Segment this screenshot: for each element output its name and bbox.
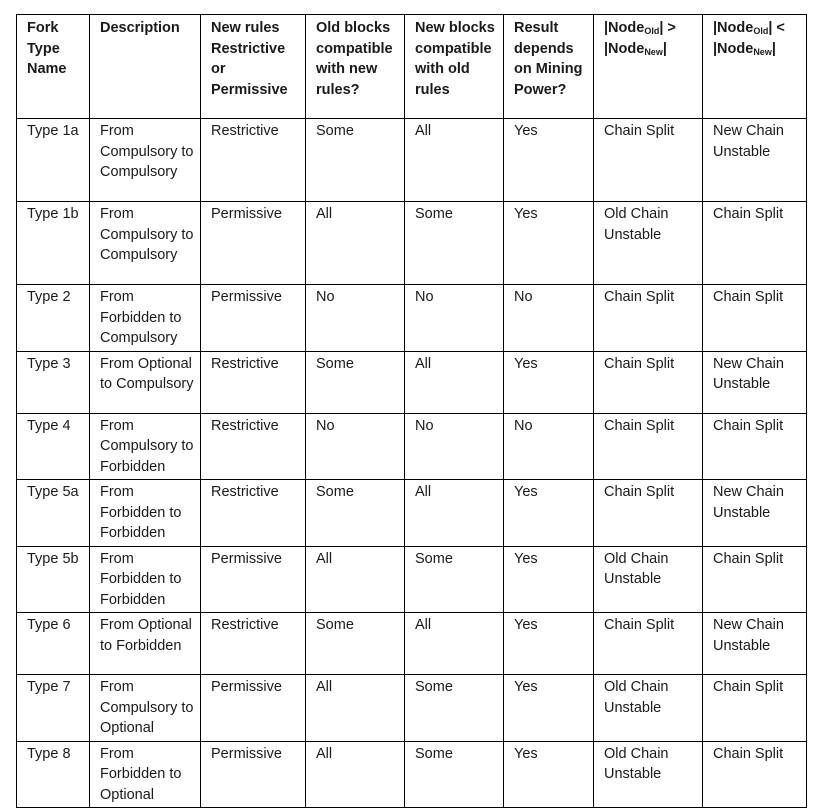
cell-new-rules: Permissive — [201, 741, 306, 808]
cell-fork-type: Type 1a — [17, 119, 90, 202]
cell-fork-type: Type 3 — [17, 351, 90, 413]
table-row — [17, 413, 807, 480]
cell-description: From Compulsory to Compulsory — [90, 202, 201, 285]
cell-node-old-greater: Old Chain Unstable — [594, 675, 703, 742]
cell-new-blocks-compatible: No — [405, 413, 504, 480]
cell-description: From Forbidden to Compulsory — [90, 285, 201, 352]
header-new-blocks: New blocks compatible with old rules — [405, 15, 504, 119]
cell-new-rules: Permissive — [201, 546, 306, 613]
cell-node-old-less: New Chain Unstable — [703, 613, 807, 675]
fork-types-table — [16, 14, 807, 808]
cell-fork-type: Type 2 — [17, 285, 90, 352]
cell-fork-type: Type 8 — [17, 741, 90, 808]
cell-old-blocks-compatible: All — [306, 741, 405, 808]
cell-new-blocks-compatible: Some — [405, 741, 504, 808]
cell-new-rules: Permissive — [201, 202, 306, 285]
cell-new-rules: Restrictive — [201, 119, 306, 202]
header-mining-power: Result depends on Mining Power? — [504, 15, 594, 119]
cell-new-rules: Restrictive — [201, 480, 306, 547]
table-body — [17, 119, 807, 808]
header-node-old-greater: |Node$_{Old}$| > |Node$_{New}$| — [594, 15, 703, 119]
cell-depends-on-mining: Yes — [504, 613, 594, 675]
cell-node-old-less: New Chain Unstable — [703, 351, 807, 413]
cell-description: From Optional to Forbidden — [90, 613, 201, 675]
cell-new-blocks-compatible: All — [405, 119, 504, 202]
header-new-rules: New rules Restrictive or Permissive — [201, 15, 306, 119]
cell-old-blocks-compatible: Some — [306, 480, 405, 547]
cell-node-old-less: New Chain Unstable — [703, 480, 807, 547]
cell-node-old-greater: Old Chain Unstable — [594, 741, 703, 808]
cell-depends-on-mining: Yes — [504, 546, 594, 613]
cell-old-blocks-compatible: All — [306, 546, 405, 613]
table-row — [17, 351, 807, 413]
cell-old-blocks-compatible: All — [306, 675, 405, 742]
cell-old-blocks-compatible: Some — [306, 613, 405, 675]
cell-depends-on-mining: Yes — [504, 351, 594, 413]
table-row — [17, 546, 807, 613]
cell-depends-on-mining: Yes — [504, 119, 594, 202]
cell-node-old-less: Chain Split — [703, 202, 807, 285]
cell-node-old-less: Chain Split — [703, 546, 807, 613]
header-old-blocks: Old blocks compatible with new rules? — [306, 15, 405, 119]
cell-new-rules: Restrictive — [201, 613, 306, 675]
table-header — [17, 15, 807, 119]
cell-node-old-less: Chain Split — [703, 741, 807, 808]
cell-old-blocks-compatible: Some — [306, 351, 405, 413]
cell-depends-on-mining: No — [504, 413, 594, 480]
table-row — [17, 202, 807, 285]
cell-description: From Forbidden to Forbidden — [90, 546, 201, 613]
cell-new-blocks-compatible: Some — [405, 546, 504, 613]
cell-node-old-less: Chain Split — [703, 413, 807, 480]
cell-fork-type: Type 4 — [17, 413, 90, 480]
cell-depends-on-mining: Yes — [504, 741, 594, 808]
cell-fork-type: Type 7 — [17, 675, 90, 742]
cell-fork-type: Type 6 — [17, 613, 90, 675]
cell-node-old-less: New Chain Unstable — [703, 119, 807, 202]
cell-node-old-greater: Old Chain Unstable — [594, 546, 703, 613]
cell-depends-on-mining: Yes — [504, 202, 594, 285]
cell-description: From Forbidden to Optional — [90, 741, 201, 808]
header-fork-type: Fork Type Name — [17, 15, 90, 119]
cell-depends-on-mining: Yes — [504, 480, 594, 547]
cell-old-blocks-compatible: No — [306, 413, 405, 480]
cell-new-blocks-compatible: All — [405, 351, 504, 413]
cell-node-old-greater: Chain Split — [594, 285, 703, 352]
cell-new-blocks-compatible: All — [405, 613, 504, 675]
cell-fork-type: Type 5b — [17, 546, 90, 613]
cell-fork-type: Type 1b — [17, 202, 90, 285]
table-row — [17, 613, 807, 675]
cell-description: From Compulsory to Optional — [90, 675, 201, 742]
cell-node-old-greater: Chain Split — [594, 119, 703, 202]
cell-node-old-greater: Chain Split — [594, 413, 703, 480]
cell-description: From Compulsory to Compulsory — [90, 119, 201, 202]
cell-new-blocks-compatible: Some — [405, 202, 504, 285]
header-row — [17, 15, 807, 119]
cell-new-rules: Restrictive — [201, 351, 306, 413]
cell-new-blocks-compatible: All — [405, 480, 504, 547]
cell-node-old-greater: Chain Split — [594, 351, 703, 413]
table-row — [17, 285, 807, 352]
cell-node-old-less: Chain Split — [703, 675, 807, 742]
header-description: Description — [90, 15, 201, 119]
cell-new-blocks-compatible: Some — [405, 675, 504, 742]
cell-node-old-greater: Chain Split — [594, 613, 703, 675]
table-row — [17, 480, 807, 547]
cell-depends-on-mining: No — [504, 285, 594, 352]
cell-depends-on-mining: Yes — [504, 675, 594, 742]
cell-description: From Forbidden to Forbidden — [90, 480, 201, 547]
header-node-old-less: |Node$_{Old}$| < |Node$_{New}$| — [703, 15, 807, 119]
cell-node-old-greater: Chain Split — [594, 480, 703, 547]
cell-description: From Optional to Compulsory — [90, 351, 201, 413]
cell-node-old-greater: Old Chain Unstable — [594, 202, 703, 285]
cell-old-blocks-compatible: All — [306, 202, 405, 285]
cell-description: From Compulsory to Forbidden — [90, 413, 201, 480]
cell-new-blocks-compatible: No — [405, 285, 504, 352]
table-row — [17, 675, 807, 742]
cell-new-rules: Permissive — [201, 675, 306, 742]
cell-fork-type: Type 5a — [17, 480, 90, 547]
table-row — [17, 119, 807, 202]
cell-new-rules: Restrictive — [201, 413, 306, 480]
cell-old-blocks-compatible: Some — [306, 119, 405, 202]
cell-node-old-less: Chain Split — [703, 285, 807, 352]
cell-old-blocks-compatible: No — [306, 285, 405, 352]
cell-new-rules: Permissive — [201, 285, 306, 352]
